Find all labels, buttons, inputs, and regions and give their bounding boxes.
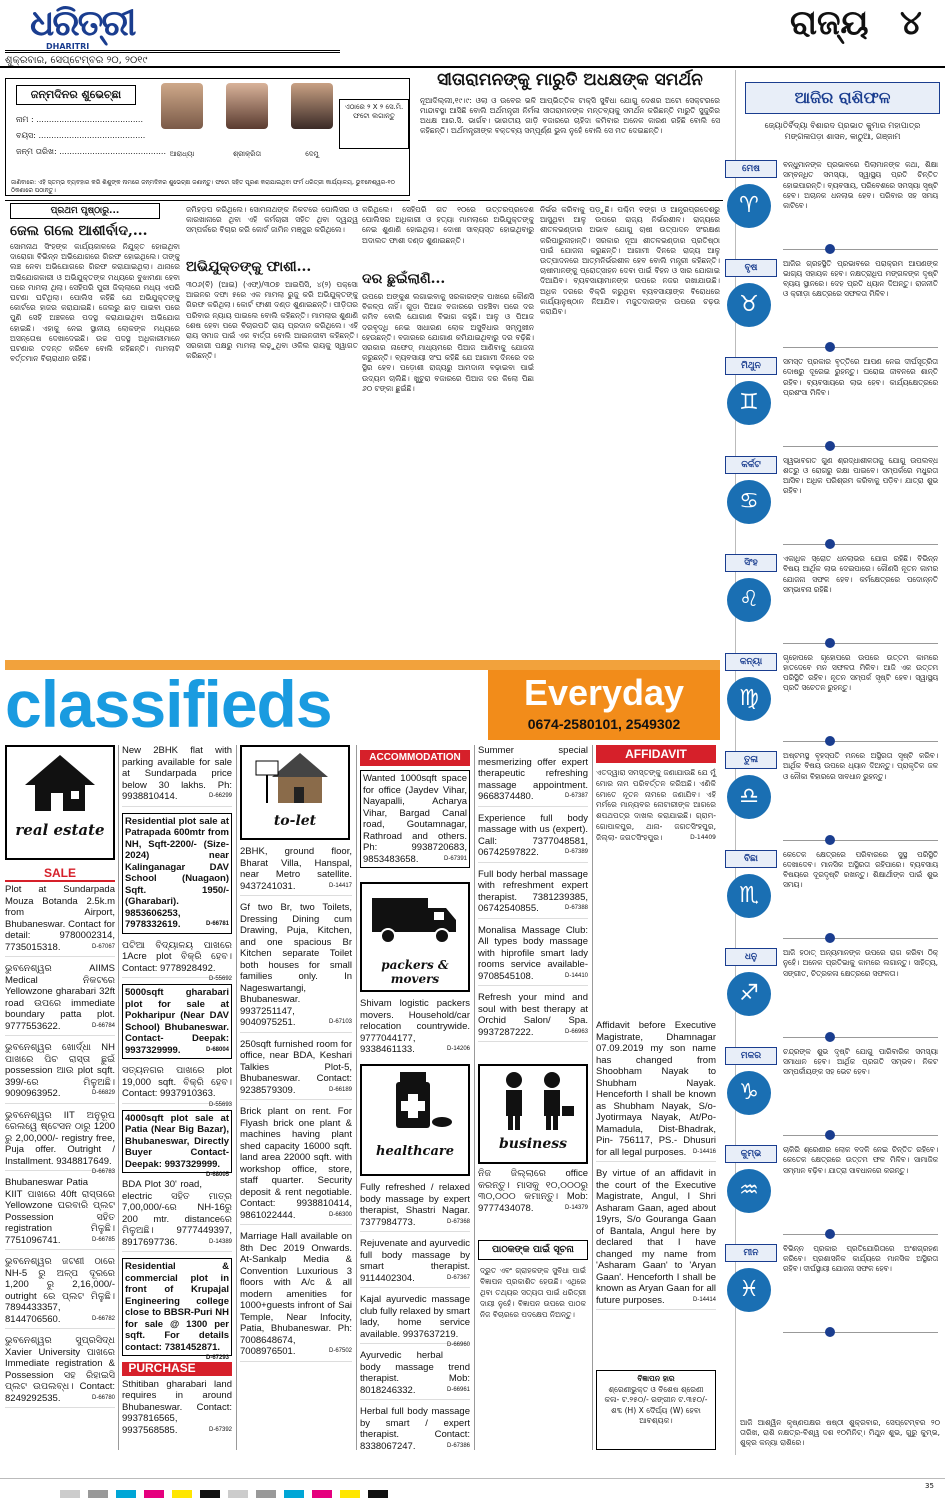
rashi-sign-name: ତୁଳା [725, 751, 777, 769]
reader-notice-text: ଦ୍ରୁତ ଏବଂ ଗ୍ରାହକଙ୍କ ସୁବିଧା ପାଇଁ ବିଜ୍ଞାପନ ପ୍ରକାଶିତ ହେଉଛି। ଏଥିରେ ଥିବା ତଥ୍ୟର ସତ୍ୟତା ପାଇଁ ଧରିତ୍ରୀ ଦାୟୀ ନୁହେଁ। ବିଜ୍ଞାପନ ଉପରେ ପାଠକ ନିଜ ବିଚାରରେ ପଦକ୍ଷେପ ନିଅନ୍ତୁ। [480, 1266, 586, 1319]
kid-photo [226, 83, 268, 129]
ad-text: Bhubaneswar Patia KIIT ପାଖରେ 40ft ରାସ୍ତାରେ Yellowzone ଘରବାରି ପ୍ଲଟ Possession ସହିତ registration ମିଳୁଛି। 7751096741. [5, 1177, 115, 1246]
ad-text: Experience full body massage with us (expert). Call: 7377048581, 06742597822. [478, 812, 588, 858]
ad [122, 1258, 232, 1361]
rashi-sign [725, 1145, 940, 1240]
ad-column [360, 1182, 470, 1455]
ad [5, 1256, 115, 1329]
ad-code: D-66960 [446, 1342, 470, 1348]
story-column: ଜମିହଡ଼ପ କରିଥିଲେ। ସୋମନାଥଙ୍କ ନିକଟରେ ପୋଲିସର ଓ କାରଖାନାରେ ଥିବା ଏହି କର୍ମଚାରୀ ସହିତ ଥିବା ଦ୍ୱନ୍ଦ୍ୱ ସମ୍ପର୍କରେ ବିଚାର କରି କୋର୍ଟ ଜାମିନ ମଞ୍ଜୁର କରିଥିଲେ। [186, 205, 358, 235]
zodiac-icon: ♋ [727, 480, 771, 524]
photo-placeholder: ଏଠାରେ ୨ X ୨ ସେ.ମି. ଫଟୋ ଲଗାନ୍ତୁ [339, 99, 409, 149]
ad [122, 1110, 232, 1178]
ad [596, 1168, 716, 1310]
ad-column [478, 745, 588, 1048]
ad-code: D-67067 [91, 943, 115, 950]
rashi-sign-text: ଚନ୍ଦ୍ରଙ୍କ ଶୁଭ ଦୃଷ୍ଟି ଯୋଗୁ ପାରିବାରିକ ସମସ୍ୟା ସମାଧାନ ହେବ। ଆର୍ଥିକ ପ୍ରଗତି ସମ୍ଭବ। ନିକଟ ସମ୍ପର୍କୀୟଙ୍କ ସହ ଭେଟ ହେବ। [783, 1046, 938, 1077]
zodiac-icon: ♈ [727, 184, 771, 228]
footer-rule [0, 1478, 945, 1479]
ad-text: Full body herbal massage with refreshment expert therapist. 7381239385, 06742540855. [478, 868, 588, 914]
ad-rate-box [596, 1370, 716, 1450]
rashi-sign-text: ଏକାଧିକ ସ୍ରୋତ ଧନଲାଭର ଯୋଗ ରହିଛି। ବିଭିନ୍ନ ବିଷୟ ଆର୍ଥିକ ଲାଭ ଦେଇପାରେ। କୌଣସି ନୂତନ କାମର ଯୋଜନା ସଫଳ ହେବ। କର୍ମକ୍ଷେତ୍ରରେ ପଦୋନ୍ନତି ସମ୍ଭାବନା ରହିଛି। [783, 554, 938, 594]
rashi-sign-text: ଆଜି ହଠାତ୍ ଅନ୍ୟମାନଙ୍କ ଉପରେ ରାଗ କରିବା ଠିକ୍ ନୁହେଁ। ଅନେକ ପ୍ରତିଭାକୁ କାମରେ ଲଗାନ୍ତୁ। ସାହିତ୍ୟ, ସଙ୍ଗୀତ, ଚିତ୍ରକଳା କ୍ଷେତ୍ରରେ ସଫଳତା। [783, 948, 938, 978]
ad [360, 1350, 470, 1400]
ad-text: ଭୁବନେଶ୍ୱର ଜଟଣୀ ଠାରେ NH-5 ରୁ ଅଳ୍ପ ଦୂରରେ 1,200 ରୁ 2,16,000/- outright ରେ ପ୍ଲଟ ମିଳୁଛି। 7894433357, 8144706560. [5, 1256, 115, 1325]
ad [240, 902, 352, 1033]
divider [783, 1332, 938, 1333]
rashi-sign-name: ମିଥୁନ [725, 357, 777, 375]
affidavit-label: AFFIDAVIT [596, 745, 716, 763]
ad [596, 1020, 716, 1162]
ad [478, 925, 588, 987]
ad-code: D-66300 [328, 1211, 352, 1218]
ad-text: ଭୁବନେଶ୍ୱର ଖୋର୍ଦ୍ଧା NH ପାଖରେ ପିଚ ରାସ୍ତା ଛୁଇଁ possession ଆଉ plot sqft. 399/-ରେ ମିଳୁଅଛି। 9090963952. [5, 1042, 115, 1099]
divider [783, 1135, 938, 1136]
divider [783, 840, 938, 841]
ad-column [240, 846, 352, 1368]
divider-dot [825, 638, 835, 648]
divider [783, 347, 938, 348]
ad-text: ପଟିଆ ବିଦ୍ୟାଳୟ ପାଖରେ 1Acre plot ବିକ୍ରି ହେବ। Contact: 9778928492. [122, 939, 232, 974]
divider [418, 200, 723, 201]
ad-rate-title: ବିଜ୍ଞାପନ ହାର [637, 1374, 675, 1383]
column-divider [236, 745, 237, 1450]
kid-photo [161, 83, 203, 129]
ad-code: D-67367 [446, 1274, 470, 1281]
zodiac-icon: ♑ [727, 1071, 771, 1115]
ad-text: 5000sqft gharabari plot for sale at Pokharipur (Near DAV School) Bhubaneswar. Contact- Deepak: 9937329999. [125, 987, 229, 1056]
rashi-sign-text: ସ୍ୱଭାବଗତ ଗୁଣ ଶ୍ରଦ୍ଧାଶୀଳତାକୁ ଯୋଗୁ ଉପଲବ୍ଧ ଶତ୍ରୁ ଓ ରୋଗରୁ ରକ୍ଷା ପାଇବେ। ସମ୍ପର୍କରେ ମଧୁରତା ଆସିବ। ଅଧିକ ପରିଶ୍ରମ କରିବାକୁ ପଡ଼ିବ। ଯାତ୍ରା ଶୁଭ ରହିବ। [783, 455, 938, 496]
birthday-name-field[interactable]: ନାମ : .......................................... [16, 115, 144, 124]
rashi-sign [725, 1244, 940, 1339]
divider-dot [825, 244, 835, 254]
ad-text: Kajal ayurvedic massage club fully relaxed by smart lady, home service available. 9937637219. [360, 1294, 470, 1340]
ad [240, 1231, 352, 1362]
rashi-sign [725, 850, 940, 945]
story-headline: ଜେଲ ଗଲେ ଆଶୀର୍ବାଦ,... [10, 223, 148, 239]
zodiac-icon: ♒ [727, 1169, 771, 1213]
category-label: to-let [273, 813, 317, 829]
truck-icon [362, 884, 468, 954]
ad-text: Rejuvenate and ayurvedic full body massage by smart therapist. 9114402304. [360, 1238, 470, 1284]
category-label: business [498, 1136, 568, 1152]
business-category [478, 1064, 588, 1164]
ad-text: Gf two Br, two Toilets, Dressing Dining cum Drawing, Puja, Kitchen, and one spacious Br Kitchen separate Toilet both houses for small families only. In Nageswartangi, Bhubaneswar. 9937251147, 9040975251. [240, 902, 352, 1028]
rashi-sign-name: ମୀନ [725, 1244, 777, 1262]
ad-text: Plot at Sundarpada Mouza Botanda 2.5k.m from Airport, Bhubaneswar. Contact for detail: 9780002314, 7735015318. [5, 884, 115, 953]
ad [478, 745, 588, 807]
packers-category [360, 882, 470, 992]
purchase-label: PURCHASE [122, 1362, 232, 1376]
divider [783, 938, 938, 939]
ad-text: Residential plot sale at Patrapada 600mtr from NH, Sqft-2200/- (Size-2024) near Kalinganagar DAV School (Nuagaon) Sqft. 1950/- (Gharabari). 9853606253, 7978332619. [125, 815, 229, 930]
divider [783, 249, 938, 250]
divider-dot [825, 1032, 835, 1042]
ad-text: 250sqft furnished room for office, near BDA, Keshari Talkies Plot-5, Bhubaneswar. Contact: 9238579309. [240, 1038, 352, 1096]
to-let-category [240, 745, 350, 840]
divider [5, 200, 410, 201]
divider-dot [825, 835, 835, 845]
ad-text: Monalisa Massage Club: All types body massage with hiprofile smart lady rooms service available- 9708545108. [478, 924, 588, 982]
rashi-sign [725, 456, 940, 551]
column-divider [356, 745, 357, 1450]
ad-code: D-55693 [208, 1101, 232, 1108]
ad-code: D-66829 [91, 1090, 115, 1096]
ad-text: 2BHK, ground floor, Bharat Villa, Hanspal, near Metro satellite. 9437241031. [240, 846, 352, 892]
zodiac-icon: ♍ [727, 677, 771, 721]
real-estate-category [5, 745, 115, 860]
rashi-sign-text: ଗୃହୋପରେ ଗୃହୋପରେ ଉପରେ ଉତ୍ତମ କାମରେ ହାତଦେବେ ମନ ସଫଳତା ମିଳିବ। ଆଜି ଏକ ଉତ୍ତମ ପରିସ୍ଥିତି ରହିବ। ନୂତନ ସମ୍ପର୍କ ସୃଷ୍ଟି ହେବ। ସ୍ୱାସ୍ଥ୍ୟ ପ୍ରତି ସଚେତନ ରୁହନ୍ତୁ। [783, 652, 938, 693]
category-label: packers & movers [381, 958, 449, 986]
ad-code: D-67386 [446, 1442, 470, 1449]
ad-code: D-66961 [446, 1386, 470, 1393]
ad-text: Ayurvedic herbal body massage trend therapist. Mob: 8018246332. [360, 1350, 470, 1396]
reader-notice-title: ପାଠକଙ୍କ ପାଇଁ ସୂଚନା [478, 1240, 588, 1260]
ad-code: D-14414 [692, 1296, 716, 1303]
ad [478, 992, 588, 1042]
story-column: ଉପରେ ଅଙ୍କୁଶ ଲଗାଇବାକୁ ସରକାରଙ୍କ ପାଖରେ କୌଣସି ବିକଳ୍ପ ନାହିଁ। ଗୁଡ଼ା ପିଆଜ ବଜାରରେ ପହଞ୍ଚିବା ପରେ ଦର କମିବ ବୋଲି ଯୋଗାଣ ବିଭାଗ କହୁଛି। ଆଳୁ ଓ ପିଆଜ ଦରବୃଦ୍ଧି ନେଇ ସାଧାରଣ ଲୋକ ଅସୁବିଧାର ସମ୍ମୁଖୀନ ହେଉଛନ୍ତି। ବଜାରରେ ଯୋଗାଣ କମିଯାଇଥିବାରୁ ଦର ବଢ଼ିଛି। ସରକାର ନାଫେଡ୍ ମାଧ୍ୟମରେ ପିଆଜ ଆଣିବାକୁ ଯୋଜନା କରୁଛନ୍ତି। ବ୍ୟବସାୟୀ ସଂଘ କହିଛି ଯେ ଆଗାମୀ ଦିନରେ ଦର ସ୍ଥିର ହେବ। ପଡ଼ୋଶୀ ରାଜ୍ୟରୁ ଆମଦାନୀ ବଢ଼ାଇବା ପାଇଁ ଉଦ୍ୟମ ଚାଲିଛି। ଖୁଚୁରା ବଜାରରେ ପିଆଜ ଦର କିଲୋ ପିଛା ୬୦ ଟଙ୍କା ଛୁଇଁଛି। [362, 292, 534, 393]
ad-code: D-55692 [208, 976, 232, 982]
to-let-house-icon [242, 747, 348, 809]
birthday-date-field[interactable]: ଜନ୍ମ ତାରିଖ: .......................................... [16, 147, 167, 156]
ad: Wanted 1000sqft space for office (Jaydev Vihar, Nayapalli, Acharya Vihar, Bargad Canal road, Goutamnagar, Rathroad and others. Ph: 9938720683, 9853483658. D-67391 [360, 770, 470, 868]
ad [5, 963, 115, 1036]
ad-code: D-66785 [91, 1236, 115, 1243]
zodiac-icon: ♌ [727, 578, 771, 622]
ad [360, 1238, 470, 1288]
ad [5, 1042, 115, 1104]
ad-column [122, 745, 232, 1436]
divider [783, 544, 938, 545]
ad-code: D-67103 [328, 1019, 352, 1025]
ad-code: D-66781 [205, 921, 229, 927]
ad-code: D-68005 [205, 1172, 229, 1178]
classifieds-wordmark: classifieds [5, 667, 332, 741]
top-story-headline: ସୀତାରାମନଙ୍କୁ ମାରୁତି ଅଧକ୍ଷଙ୍କ ସମର୍ଥନ [437, 70, 703, 90]
rashi-sign-name: କୁମ୍ଭ [725, 1145, 777, 1163]
ad [122, 813, 232, 934]
divider [783, 1037, 938, 1038]
ad-code: D-66299 [208, 793, 232, 799]
rashi-sign-name: ମକର [725, 1047, 777, 1065]
rashi-sign-text: ଚାକିରି ଶ୍ରେଣୀର ଲୋକ ବଦଳି ନେଇ ଚିନ୍ତିତ ରହିବେ। କେତେକ କ୍ଷେତ୍ରରେ ଉତ୍ତମ ଫଳ ମିଳିବ। ସାମାଜିକ ସମ୍ମାନ ବଢ଼ିବ। ଯାତ୍ରା ସାବଧାନରେ କରନ୍ତୁ। [783, 1145, 938, 1175]
divider [783, 643, 938, 644]
divider-dot [825, 933, 835, 943]
top-story-body: ନୂଆଦିଲ୍ଲୀ,୧୯।୯: ଓଲା ଓ ଉବେର ଭଳି ଆପ୍‌ଭିତ୍ତିକ ଟାକ୍ସି ସୁବିଧା ଯୋଗୁ ଦେଶର ଅଟୋ ସେକ୍ଟରରେ ମାନ୍ଦାବସ୍ଥା ଆସିଛି ବୋଲି ଅର୍ଥମନ୍ତ୍ରୀ ନିର୍ମଳା ସୀତାରାମନଙ୍କ ମନ୍ତବ୍ୟକୁ ସମର୍ଥନ କରିଛନ୍ତି ମାରୁତି ସୁଜୁକିର ଅଧକ୍ଷ ଆର.ସି. ଭାର୍ଗବ। ଭାରତୀୟ ଗାଡ଼ି ବଜାରରେ ଚାହିଦା କମିବାର ଅନେକ କାରଣ ରହିଛି ବୋଲି ସେ କହିଛନ୍ତି। ଅର୍ଥମନ୍ତ୍ରୀଙ୍କ ବକ୍ତବ୍ୟ ସମ୍ପୂର୍ଣ୍ଣ ଭୁଲ ନୁହେଁ ବୋଲି ସେ ମତ ଦେଇଛନ୍ତି। [420, 96, 720, 135]
ad-code: D-14416 [692, 1148, 716, 1155]
rashi-sign [725, 1047, 940, 1142]
rashi-sign-name: ବିଛା [725, 850, 777, 868]
story-headline: ଦର ଛୁଇଁଲାଣି... [362, 271, 446, 287]
zodiac-icon: ♏ [727, 874, 771, 918]
ad-code: D-14417 [328, 882, 352, 889]
zodiac-icon: ♊ [727, 381, 771, 425]
ad [122, 745, 232, 807]
rashifal-title: ଆଜିର ରାଶିଫଳ [745, 82, 940, 114]
ad-text: 4000sqft plot sale at Patia (Near Big Bazar), Bhubaneswar, Directly Buyer Contact- Deepak: 9937329999. [125, 1112, 229, 1170]
ad-text: Fully refreshed / relaxed body massage by expert therapist, Shastri Nagar. 7377984773. [360, 1182, 470, 1228]
accommodation-label: ACCOMMODATION [360, 750, 470, 766]
rashi-sign-name: ମେଷ [725, 160, 777, 178]
divider-dot [825, 736, 835, 746]
ad-text: ଭୁବନେଶ୍ୱର ସୁପ୍ରସିଦ୍ଧ Xavier University ପାଖରେ Immediate registration & Possession ସହ ରିହାଇସି ପ୍ଲଟ ଉପଲବ୍ଧ। Contact: 8249292535. [5, 1335, 115, 1404]
classifieds-phone: 0674-2580101, 2549302 [527, 716, 681, 732]
column-divider [592, 745, 593, 1450]
divider [783, 446, 938, 447]
ad-code: D-66189 [328, 1086, 352, 1093]
rashi-sign [725, 357, 940, 452]
rashi-sign-text: ସମସ୍ତ ପ୍ରକାର ବୃତ୍ତିରେ ଆପଣ ନେଇ ଦୀର୍ଘସୂତ୍ରିତା ଦୋଷରୁ ଦୂରେଇ ରୁହନ୍ତୁ। ଘରୋଇ ଜୀବନରେ ଶାନ୍ତି ରହିବ। ବ୍ୟବସାୟରେ ଲାଭ ହେବ। କାର୍ଯ୍ୟକ୍ଷେତ୍ରରେ ପ୍ରଶଂସା ମିଳିବ। [783, 357, 938, 397]
ad-code: D-14410 [564, 972, 588, 979]
ad-text: New 2BHK flat with parking available for sale at Sundarpada price below 30 lakhs. Ph: 9938810414. [122, 745, 232, 802]
panjika-footer: ଆଜି ଆଶ୍ୱିନ କୃଷ୍ଣପକ୍ଷର ଷଷ୍ଠୀ ଶୁକ୍ରବାର, ସେପ୍ଟେମ୍ବର ୨୦ ତାରିଖ, ରାଶି ନକ୍ଷତ୍ର-ବିଶ୍ୱ ଦଶ ୧୦ମିନିଟ୍। ମିଥୁନ ଶୁଭ, ଗୁରୁ କୁମ୍ଭ, ଶୁକ୍ର କନ୍ୟା ରାଶିରେ। [740, 1418, 940, 1447]
column-divider [118, 745, 119, 1450]
rashi-sign-name: ଧନୁ [725, 948, 777, 966]
ad [122, 939, 232, 982]
zodiac-icon: ♉ [727, 283, 771, 327]
rashifal-subtitle: ଜ୍ୟୋତିର୍ବିଦ୍ୟା ବିଶାରଦ ପ୍ରଭାତ କୁମାର ମହାପାତ୍ର ମଙ୍ଗଳାପଡ଼ା ଶାସନ, କାଠୁଆ, ଗଞ୍ଜାମ [764, 121, 921, 141]
kid-photo [291, 83, 333, 129]
ad [360, 1294, 470, 1348]
ad-text: ଭୁବନେଶ୍ୱର IIT ଅନୁରୂପ ରେଲୱେ ଷ୍ଟେସନ ଠାରୁ 1200 ରୁ 2,00,000/- registry free, Puja offer. Outright / Installment. 9348817649. [5, 1109, 115, 1167]
rashi-sign [725, 751, 940, 846]
rashi-sign-text: କେତେକ କ୍ଷେତ୍ରରେ ପରିବାରରେ ସୁସ୍ଥ ପରିସ୍ଥିତି ଦେଖାଦେବ। ମାନସିକ ଅସ୍ଥିରତା ରହିପାରେ। ବ୍ୟବସାୟ ବିଷୟରେ ଦୂରଦୃଷ୍ଟି ରଖନ୍ତୁ। ଶିକ୍ଷାର୍ଥୀଙ୍କ ପାଇଁ ଶୁଭ ସମୟ। [783, 849, 938, 890]
healthcare-category [360, 1064, 470, 1176]
story-column: ନିର୍ଭର କରିବାକୁ ପଡ଼ୁଛି। ପଶ୍ଚିମ ବଙ୍ଗ ଓ ଆନ୍ଧ୍ରପ୍ରଦେଶରୁ ଆସୁଥିବା ଆଳୁ ଉପରେ ରାଜ୍ୟ ନିର୍ଭରଶୀଳ। ରାଜ୍ୟରେ ଶୀତଳଭଣ୍ଡାର ଅଭାବ ଯୋଗୁ ଚାଷୀ ଉତ୍ପାଦନ ସଂରକ୍ଷଣ କରିପାରୁନାହାନ୍ତି। ସରକାର ନୂଆ ଶୀତଳଭଣ୍ଡାର ପ୍ରତିଷ୍ଠା ପାଇଁ ଯୋଜନା କରୁଛନ୍ତି। ଆଗାମୀ ଦିନରେ ରାଜ୍ୟ ଆଳୁ ଉତ୍ପାଦନରେ ଆତ୍ମନିର୍ଭରଶୀଳ ହେବ ବୋଲି ମନ୍ତ୍ରୀ କହିଛନ୍ତି। ଚାଷୀମାନଙ୍କୁ ପ୍ରୋତ୍ସାହନ ଦେବା ପାଇଁ ବିହନ ଓ ସାର ଯୋଗାଇ ଦିଆଯିବ। ବ୍ୟବସାୟୀମାନଙ୍କ ଉପରେ ନଜର ରଖାଯାଉଛି। ଅଧିକ ଦରରେ ବିକ୍ରି କରୁଥିବା ବ୍ୟବସାୟୀଙ୍କ ବିରୋଧରେ କାର୍ଯ୍ୟାନୁଷ୍ଠାନ ନିଆଯିବ। ମଜୁତଦାରଙ୍କ ଉପରେ ଚଢ଼ଉ କରାଯିବ। [540, 205, 720, 317]
ad [5, 1335, 115, 1408]
everyday-word: Everyday [523, 672, 685, 713]
ad-text: Residential & commercial plot in front of Krupajal Engineering college close to BBSR-Puri NH for sale @ 1300 per sqft. For details contact: 7381452871. [125, 1261, 229, 1353]
category-label: healthcare [376, 1144, 454, 1159]
ad-text: Summer special mesmerizing offer expert therapeutic refreshing massage appointment. 9668374480. [478, 745, 588, 802]
story-column: କରିଥିଲେ। ସେହିପରି ଗତ ୧୦ରେ ଉତ୍ତରପ୍ରଦେଶ ପୋଲିସର ଅଧିକାରୀ ଓ ହତ୍ୟା ମାମଲାରେ ଅଭିଯୁକ୍ତଙ୍କୁ ନେଇ ଶୁଣାଣି ହୋଇଥିଲା। ଦୋଷୀ ସାବ୍ୟସ୍ତ ହୋଇଥିବାରୁ ଅଦାଲତ ଫାଶୀ ଦଣ୍ଡ ଶୁଣାଇଛନ୍ତି। [362, 205, 534, 245]
story-column: ସୋମନାଥ ସିଂହଙ୍କ କାର୍ଯ୍ୟକାଳରେ ନିଯୁକ୍ତ ହୋଇଥିବା ଦାରୋଗା ବିଭିନ୍ନ ଅଭିଯୋଗରେ ଗିରଫ ହୋଇଥିଲେ। ତାଙ୍କୁ ଲଞ୍ଚ ନେବା ଅଭିଯୋଗରେ ଗିରଫ କରାଯାଇଥିଲା। ଥାନାରେ ଅଭିଯୋଗକାରୀ ଓ ଅଭିଯୁକ୍ତଙ୍କ ମଧ୍ୟରେ ବୁଝାମଣା ହେବା ପରେ ମାମଲା ଥିଲା। ସେହିପରି ପୁରୀ ଜିଲ୍ଲାରେ ମଧ୍ୟ ଏପରି ଘଟଣା ଘଟିଥିଲା। ପୋଲିସ କହିଛି ଯେ ଅଭିଯୁକ୍ତଙ୍କୁ କୋର୍ଟରେ ହାଜର କରାଯାଇଛି। ଜେଲରୁ ଛାଡ଼ ପାଇବା ପରେ ପୁଣି ସେହି ଅଞ୍ଚଳରେ ପଦସ୍ଥ କରାଯାଇଥିବା ଅଭିଯୋଗ ହୋଇଛି। ଏହାକୁ ନେଇ ସ୍ଥାନୀୟ ଲୋକଙ୍କ ମଧ୍ୟରେ ଅସନ୍ତୋଷ ଦେଖାଦେଇଛି। ଉଚ୍ଚ ପଦସ୍ଥ ଅଧିକାରୀମାନେ ଘଟଣାର ତଦନ୍ତ କରିବେ ବୋଲି କହିଛନ୍ତି। ମାମଲାଟି ବର୍ତ୍ତମାନ ବିଚାରାଧୀନ ରହିଛି। [10, 242, 180, 364]
rashi-sign-text: ଅଷ୍ଟମସ୍ଥ ବୃହସ୍ପତି ମନରେ ଅସ୍ଥିରତା ସୃଷ୍ଟି କରିବ। ଆର୍ଥିକ ବିଷୟ ଉପରେ ଧ୍ୟାନ ଦିଅନ୍ତୁ। ପ୍ରାକୃତିକ ଜଳ ଓ ନୌକା ବିହାରରେ ସାବଧାନ ରୁହନ୍ତୁ। [783, 751, 938, 781]
ad-text: Brick plant on rent. For Flyash brick one plant & machines having plant shed capacity 16000 sqft. land area 22000 sqft. with workshop office, store, staff quarter. Security deposit & rent negotiable. Contact: 9938810414, 9861022444. [240, 1106, 352, 1221]
ad: Shivam logistic packers movers. Household/car relocation countrywide. 9777044177, 9338461133. D-14206 [360, 998, 470, 1055]
ad: ଏତଦ୍ୱାରା ସମସ୍ତଙ୍କୁ ଜଣାଯାଉଛି ଯେ ମୁଁ ମୋର ନାମ ପରିବର୍ତ୍ତନ କରିଅଛି। ଏଣିକି ମୋତେ ନୂତନ ନାମରେ ଜଣାଯିବ। ଏହି ମର୍ମରେ ମାନ୍ୟବର ନୋଟାରୀଙ୍କ ଆଗରେ ଶପଥପତ୍ର ଦାଖଲ କରାଯାଇଛି। ଗ୍ରାମ- ଗୋପାଳପୁର, ଥାନା- ଜଗତସିଂହପୁର, ଜିଲ୍ଲା- ଜଗତସିଂହପୁର। D-14409 [596, 768, 716, 842]
sale-heading: SALE [5, 866, 115, 882]
category-label: real estate [15, 821, 105, 839]
divider-dot [825, 342, 835, 352]
divider-dot [825, 1229, 835, 1239]
divider-dot [825, 441, 835, 451]
ad-code: D-67368 [446, 1218, 470, 1225]
zodiac-icon: ♐ [727, 972, 771, 1016]
divider-dot [825, 1327, 835, 1337]
kid-name: ଶ୍ରୀକ୍ରିତା [232, 150, 262, 158]
divider [783, 741, 938, 742]
businessman-icon [480, 1066, 586, 1132]
divider-dot [825, 1130, 835, 1140]
newspaper-logo-sub: DHARITRI [46, 42, 90, 51]
story-column: ୩୦୬(ବି) (ଆଇ) (ଏଫ୍)/୩୦୭ ଆଇପିସି, ୪(୨) ପକ୍ସୋ ଆଇନର ଦଫା ୫ରେ ଏକ ମାମଲା ରୁଜୁ କରି ଅଭିଯୁକ୍ତଙ୍କୁ ଗିରଫ କରିଥିଲା। କୋର୍ଟ ଫାଶୀ ଦଣ୍ଡ ଶୁଣାଇଛନ୍ତି। ପୀଡ଼ିତାର ପରିବାର ନ୍ୟାୟ ପାଇଲେ ବୋଲି କହିଛନ୍ତି। ମାମଲାର ଶୁଣାଣି ଶେଷ ହେବା ପରେ ବିଚାରପତି ରାୟ ପ୍ରଦାନ କରିଥିଲେ। ଏହି ରାୟ ସମାଜ ପାଇଁ ଏକ ବାର୍ତ୍ତା ବୋଲି ଆଇନଜୀବୀ କହିଛନ୍ତି। ସରକାରୀ ପକ୍ଷରୁ ମାମଲା ଲଢ଼ୁଥିବା ଓକିଲ ରାୟକୁ ସ୍ୱାଗତ କରିଛନ୍ତି। [186, 280, 358, 361]
ad [478, 813, 588, 863]
birthday-footer: ଜାଣିବାରେ: ଏହି ସ୍ତମ୍ଭ ବ୍ୟବହାର କରି ଶିଶୁଙ୍କ ନାମରେ ଜନ୍ମଦିନର ଶୁଭେଚ୍ଛା ଜଣାନ୍ତୁ। ଫଟୋ ସହିତ ପୂରଣ କରାଯାଇଥିବା ଫର୍ମ ଧରିତ୍ରୀ କାର୍ଯ୍ୟାଳୟ, ଭୁବନେଶ୍ୱର-୧୦ ଠିକଣାରେ ପଠାନ୍ତୁ। [11, 179, 395, 194]
kid-name: ଦେମୁ [305, 150, 319, 158]
ad-code: D-67388 [564, 905, 588, 911]
kid-name: ଆରାଧ୍ୟା [169, 150, 195, 158]
zodiac-icon: ♓ [727, 1268, 771, 1312]
birthday-box [5, 78, 410, 196]
medicine-icon [362, 1066, 468, 1140]
ad-code: D-66783 [91, 1169, 115, 1175]
ad [240, 1106, 352, 1225]
ad-column [5, 884, 115, 1414]
ad-text: By virtue of an affidavit in the court of the Executive Magistrate, Angul, I Shri Asharam Gaan, aged about 19yrs, S/o Gouranga Gaan of Bantala, Angul here by declared that I have changed my name from 'Asharam Gaan' to 'Aryan Gaan'. Henceforth I shall be known as Aryan Gaan for all future purposes. [596, 1168, 716, 1306]
front-kicker: ପ୍ରଥମ ପୃଷ୍ଠାରୁ... [10, 203, 160, 219]
divider-dot [825, 539, 835, 549]
ad [360, 1406, 470, 1455]
ad [240, 1039, 352, 1101]
ad-code: D-66784 [91, 1022, 115, 1029]
rashi-sign-name: କର୍କଟ [725, 456, 777, 474]
ad [122, 984, 232, 1059]
rashi-sign-text: ବନ୍ଧୁମାନଙ୍କ ପ୍ରଭାବରେ ପିଲାମାନଙ୍କ କଥା, ଶିକ୍ଷା ସମ୍ବନ୍ଧିତ ସମସ୍ୟା, ସ୍ୱାସ୍ଥ୍ୟ ପ୍ରତି ଚିନ୍ତିତ ହୋଇପାରନ୍ତି। ବ୍ୟବସାୟ, ପରିବେଶରେ ସମସ୍ୟା ସୃଷ୍ଟି ହେବ। ଅଚାନକ ଧନଲାଭ ହେବ। ପରିବାର ସହ ସମୟ କାଟିବେ। [783, 160, 938, 211]
ad-code: D-67389 [564, 849, 588, 855]
ad: Sthitiban gharabari land requires in around Bhubaneswar. Contact: 9937816565, 9937568585. D-67392 [122, 1378, 232, 1436]
story-headline: ଅଭିଯୁକ୍ତଙ୍କୁ ଫାଶୀ... [186, 259, 312, 275]
ad-code: D-66780 [91, 1394, 115, 1401]
rashi-sign-name: ସିଂହ [725, 554, 777, 572]
dateline: ଶୁକ୍ରବାର, ସେପ୍ଟେମ୍ବର ୨୦, ୨୦୧୯ [5, 50, 340, 66]
birthday-age-field[interactable]: ବୟସ: .......................................... [16, 131, 146, 140]
ad-text: BDA Plot 30' road, electric ସହିତ ମାତ୍ର 7,00,000/-ରେ NH-16ରୁ 200 mtr. distanceରେ ମିଳୁଅଛି। 9777449397, 8917697736. [122, 1179, 232, 1248]
house-icon [7, 747, 113, 817]
ad [478, 869, 588, 919]
ad-code: D-68004 [205, 1046, 229, 1053]
rashi-sign-text: ଆଜିର ଗ୍ରହସ୍ଥିତି ପ୍ରଭାବରେ ପରାକ୍ରମ ଆପଣଙ୍କ ଭାଗ୍ୟ ସହାୟକ ହେବ। ନକ୍ଷତ୍ରାଧିପ ମଙ୍ଗଳଙ୍କ ଦୃଷ୍ଟି ବ୍ୟୟ ସ୍ଥାନରେ। ଦେହ ପ୍ରତି ଧ୍ୟାନ ଦିଅନ୍ତୁ। ରାଜନୀତି ଓ କ୍ରୀଡ଼ା କ୍ଷେତ୍ରରେ ସଫଳତା ମିଳିବ। [783, 258, 938, 299]
ad [240, 846, 352, 896]
ad [122, 1065, 232, 1108]
zodiac-icon: ♎ [727, 775, 771, 819]
rashi-sign-text: ବିଭିନ୍ନ ପ୍ରକାର ପ୍ରତିଯୋଗିତାରେ ଅଂଶଗ୍ରହଣ କରିବେ। ପ୍ରଶାସନିକ କାର୍ଯ୍ୟରେ ମାନସିକ ଅସ୍ଥିରତା ରହିବ। ଦୀର୍ଘସ୍ଥାୟୀ ଯୋଜନା ସଫଳ ହେବ। [783, 1243, 938, 1274]
ad-rate-text: ଶ୍ରେଣୀଭୁକ୍ତ ଓ ବିଶେଷ ଶ୍ରେଣୀ କଳା- ଟ.୨୫୦/- ରଙ୍ଗୀନ ଟ.୩୫୦/- ଶବ୍ଦ (H) X ଦୈର୍ଘ୍ୟ (W) ହେବା ଆବଶ୍ୟକ। [604, 1384, 708, 1425]
ad-code: D-67293 [205, 1355, 229, 1361]
ad-column [596, 1020, 716, 1316]
ad: ନିଜ ଜିଲ୍ଲାରେ office କରନ୍ତୁ। ମାସକୁ ୧୦,୦୦୦ରୁ ୩୦,୦୦୦ କମାନ୍ତୁ। Mob: 9777434078. D-14379 [478, 1168, 588, 1214]
color-registration-bar [60, 1483, 900, 1493]
rashi-sign [725, 259, 940, 354]
ad-code: D-66782 [91, 1315, 115, 1322]
ad [5, 1109, 115, 1175]
ad-text: ସତ୍ୟନଗର ପାଖରେ plot 19,000 sqft. ବିକ୍ରି ହେବ। Contact: 9937910363. [122, 1065, 232, 1099]
ad-text: ଭୁବନେଶ୍ୱର AIIMS Medical ନିକଟରେ Yellowzone gharabari 32ft road ଉପରେ immediate boundary patta plot. 9777553622. [5, 963, 115, 1032]
rashi-sign [725, 948, 940, 1043]
newspaper-logo: ଧରିତ୍ରୀ [30, 3, 135, 44]
ad-text: Affidavit before Executive Magistrate, Dhamnagar 07.09.2019 my son name has changed from Shoobham Nayak to Shubham Nayak. Henceforth I shall be known as Shubham Nayak, S/o-Jyotirmaya Nayak, At/Po- Mamadula, Dist-Bhadrak, Pin- 756117, PS.- Dhusuri for all legal purposes. [596, 1020, 716, 1158]
rashi-sign [725, 554, 940, 649]
rashi-sign-name: କନ୍ୟା [725, 653, 777, 671]
masthead-rule [0, 66, 945, 68]
ad-text: Marriage Hall available on 8th Dec 2019 Onwards. At-Sankalp Media & Convention Luxurious 3 floors with A/c & all modern amenities for 1000+guests infront of Sai Temple, Near Infocity, Patia, Bhubaneswar. Ph: 7008648674, 7008976501. [240, 1231, 352, 1357]
page-number: ୪ [900, 3, 922, 43]
ad-code: D-67387 [564, 793, 588, 799]
ad [122, 1179, 232, 1252]
ad [360, 1182, 470, 1232]
rashi-sign-name: ବୃଷ [725, 259, 777, 277]
divider [783, 1234, 938, 1235]
rashi-sign [725, 653, 940, 748]
ad-code: D-67502 [328, 1348, 352, 1354]
ad-text: Herbal full body massage by smart / expert therapist. Contact: 8338067247. [360, 1406, 470, 1452]
section-title: ରାଜ୍ୟ [790, 3, 869, 43]
ad [5, 884, 115, 957]
rashi-sign [725, 160, 940, 255]
column-divider [474, 745, 475, 1450]
page-code: 35 [925, 1482, 934, 1490]
ad-code: D-14389 [208, 1238, 232, 1245]
birthday-title: ଜନ୍ମଦିନର ଶୁଭେଚ୍ଛା [16, 85, 136, 105]
ad-text: Refresh your mind and soul with best therapy at Orchid Salon/ Spa. 9937287222. [478, 992, 588, 1038]
ad-code: D-66963 [564, 1028, 588, 1035]
ad [5, 1177, 115, 1250]
